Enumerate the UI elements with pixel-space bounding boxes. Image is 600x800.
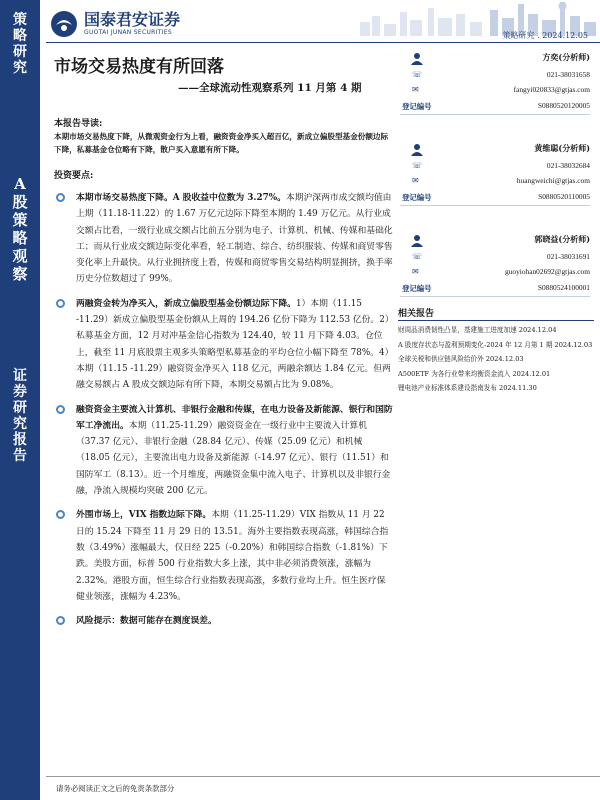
key-point	[54, 507, 394, 605]
related-report-item[interactable]	[398, 383, 596, 394]
sidebar-char: 告	[13, 448, 27, 464]
email-icon: ✉	[412, 267, 419, 276]
bullet-icon	[56, 616, 65, 625]
key-points-label: 投资要点:	[54, 171, 94, 181]
analyst-divider	[400, 296, 590, 297]
key-point-lead: 两融资金转为净买入，新成立偏股型基金份额边际下降。	[76, 298, 296, 309]
analyst-registration: S0880520120005	[537, 101, 590, 110]
key-point-body: 本期沪深两市成交额均值由上期（11.18-11.22）的 1.67 万亿元边际下降至本期的 1.49 万亿元。从行业成交额占比看，一级行业成交额占比前五分别为电子、计算机、机械、传媒和基础化工；而从行业成交额边际变化率看，轻工制造、综合、纺织服装、传媒和商贸零售变化率上升最快。从行业拥挤度上看，传媒和商贸零售交易结构明显拥挤，换手率历史分位数超过了 99%。	[76, 193, 393, 285]
key-point	[54, 613, 394, 629]
bullet-icon	[56, 193, 65, 202]
analyst-email[interactable]: huangweichi@gtjas.com	[516, 176, 590, 185]
phone-icon: ☏	[412, 252, 423, 261]
sidebar-char: 略	[13, 28, 27, 44]
related-report-title: A 股度存状态与盈利预期变化-2024 年 12 月第 1 期	[398, 340, 553, 349]
person-icon	[410, 52, 424, 66]
related-report-date: 2024.12.03	[554, 340, 593, 349]
report-title: 市场交易热度有所回落	[54, 57, 224, 77]
analyst-registration: S0880520110005	[538, 192, 590, 201]
related-reports-title: 相关报告	[398, 309, 435, 319]
header-divider	[46, 42, 600, 43]
sidebar-char: 究	[13, 60, 27, 76]
bullet-icon	[56, 510, 65, 519]
analyst-name: 黄维聪(分析师)	[534, 143, 590, 153]
document-type-date: 策略研究 . 2024.12.05	[502, 31, 588, 40]
logo-chinese-name: 国泰君安证券	[84, 10, 181, 29]
sidebar-char: 观	[12, 247, 28, 265]
key-point-lead: 外围市场上，VIX 指数边际下降。	[76, 510, 212, 521]
sidebar-char: A	[14, 175, 26, 193]
analyst-card	[400, 143, 590, 220]
analyst-phone: 021-38031658	[546, 70, 590, 79]
key-point-body: 本期（11.25-11.29）VIX 指数从 11 月 22 日的 15.24 下降至 11 月 29 日的 13.51。海外主要指数表现高涨，韩国综合指数（3.49%）涨幅最大，仅日经 225（-0.20%）和韩国综合指数（-1.81%）下跌。美股方面，标普 500 行业指数大多上涨，其中非必须消费领涨，涨幅为 2.32%。港股方面，恒生综合行业指数表现高涨，多数行业均上升。恒生医疗保健业领涨，涨幅为 4.23%。	[76, 510, 389, 602]
analyst-phone: 021-38031691	[546, 252, 590, 261]
related-report-item[interactable]	[398, 369, 596, 380]
registration-label: 登记编号	[402, 102, 432, 111]
analyst-card	[400, 52, 590, 129]
analyst-registration: S0880524100001	[537, 283, 590, 292]
analyst-name: 郭晓益(分析师)	[534, 234, 590, 244]
analyst-card	[400, 234, 590, 311]
key-point-body: 1）本期（11.15 -11.29）新成立偏股型基金份额从上周的 194.26 亿份下降为 112.53 亿份。2）私募基金方面，12 月对冲基金信心指数为 124.40，较 11 月下降 4.03。仓位上，截至 11 月底股票主观多头策略型私募基金的平均仓位小幅下降至 78%。4）本期（11.15 -11.29）融资资金净买入 118 亿元，两融余额达 1.84 亿元。但两融交易额占 A 股成交额边际有所下降，本期交易额占比为 9.08%。	[76, 298, 394, 391]
key-point-body: 本期（11.25-11.29）融资资金在一级行业中主要流入计算机（37.37 亿元）、非银行金融（28.84 亿元）、传媒（25.09 亿元）和机械（18.05 亿元），主要流出电力设备及新能源（-14.97 亿元）、银行（11.51）和国防军工（8.13）。近一个月维度，两融资金集中流入电子、计算机以及非银行金融，净流入规模均突破 200 亿元。	[76, 420, 391, 497]
related-report-title: 锂电池产业标准体系建设指南发布	[398, 384, 497, 393]
sidebar-char: 策	[13, 12, 27, 28]
analyst-divider	[400, 205, 590, 206]
analyst-phone: 021-38032684	[546, 161, 590, 170]
analyst-panel	[400, 52, 590, 325]
email-icon: ✉	[412, 85, 419, 94]
report-subtitle: ——全球流动性观察系列 11 月第 4 期	[178, 82, 362, 94]
person-icon	[410, 143, 424, 157]
related-report-date: 2024.12.04	[518, 326, 557, 334]
sidebar-char: 究	[13, 416, 27, 432]
key-point	[54, 296, 394, 394]
related-report-item[interactable]	[398, 340, 596, 351]
sidebar-middle-label	[0, 175, 40, 283]
related-report-date: 2024.12.01	[512, 369, 551, 378]
sidebar-char: 研	[13, 44, 27, 60]
key-point-lead: 本期市场交易热度下降。A 股收益中位数为 3.27%。	[76, 193, 286, 203]
phone-icon: ☏	[412, 161, 423, 170]
key-point	[54, 190, 394, 288]
logo-english-name: GUOTAI JUNAN SECURITIES	[84, 29, 172, 36]
key-points-list	[54, 190, 394, 629]
bullet-icon	[56, 405, 65, 414]
related-report-date: 2024.12.03	[485, 355, 524, 364]
analyst-divider	[400, 114, 590, 115]
analyst-email[interactable]: fangyi020833@gtjas.com	[513, 85, 590, 94]
sidebar-char: 证	[13, 368, 27, 384]
sidebar-top-label	[0, 12, 40, 76]
registration-label: 登记编号	[402, 284, 432, 293]
related-report-title: A500ETF 为各行业带来均衡资金流入	[398, 369, 511, 378]
related-report-item[interactable]	[398, 325, 596, 336]
related-report-date: 2024.11.30	[499, 384, 537, 393]
sidebar-char: 研	[13, 400, 27, 416]
analyst-email[interactable]: guoyiohan02692@gtjas.com	[504, 267, 590, 276]
sidebar-char: 策	[12, 211, 28, 229]
email-icon: ✉	[412, 176, 419, 185]
summary-text: 本期市场交易热度下降，从微观资金行为上看，融资资金净买入超百亿，新成立偏股型基金份额边际下降，私募基金仓位略有下降，散户买入意愿有所下降。	[54, 132, 389, 154]
related-report-title: 全球关税和供应链风险给价外	[398, 355, 484, 364]
sidebar-char: 报	[13, 432, 27, 448]
sidebar-char: 察	[12, 265, 28, 283]
key-point	[54, 402, 394, 500]
sidebar-char: 券	[13, 384, 27, 400]
company-logo	[50, 8, 220, 40]
summary-label: 本报告导读:	[54, 119, 103, 129]
related-report-title: 财周品消费韧性凸显，基建施工进度加速	[398, 326, 517, 334]
disclaimer-note: 请务必阅读正文之后的免责条款部分	[56, 784, 175, 793]
bullet-icon	[56, 299, 65, 308]
person-icon	[410, 234, 424, 248]
key-point-lead: 融资资金主要流入计算机、非银行金融和传媒，在电力设备及新能源、银行和国防军工净流出。	[76, 404, 393, 431]
registration-label: 登记编号	[402, 193, 432, 202]
related-divider	[398, 320, 594, 321]
sidebar-char: 股	[12, 193, 28, 211]
sidebar-bottom-label	[0, 368, 40, 464]
analyst-name: 方奕(分析师)	[542, 52, 590, 62]
phone-icon: ☏	[412, 70, 423, 79]
related-reports-list	[398, 325, 596, 398]
related-report-item[interactable]	[398, 354, 596, 365]
footer-divider	[46, 776, 600, 777]
key-point-lead: 风险提示：数据可能存在测度误差。	[76, 616, 217, 627]
sidebar-char: 略	[12, 229, 28, 247]
logo-mark-icon	[50, 10, 78, 38]
